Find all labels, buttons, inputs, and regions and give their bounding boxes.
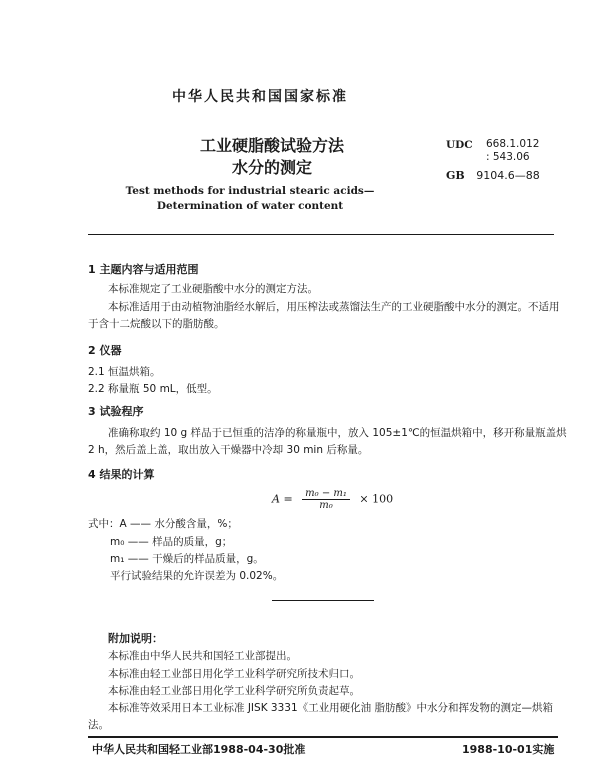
formula-rhs: × 100: [359, 492, 394, 506]
section-1-para-2-line2: 于含十二烷酸以下的脂肪酸。: [88, 318, 225, 330]
english-title-line2: Determination of water content: [156, 200, 344, 212]
appendix-heading: 附加说明：: [108, 632, 163, 645]
where-line-3: m₁ —— 干燥后的样品质量，g。: [110, 553, 264, 565]
section-1-para-2-line1: 本标准适用于由动植物油脂经水解后，用压榨法或蒸馏法生产的工业硬脂酸中水分的测定。不适用: [108, 301, 560, 313]
section-2-item-1: 2.1 恒温烘箱。: [88, 366, 161, 378]
udc-label: UDC: [446, 139, 473, 151]
appendix-line-4: 本标准等效采用日本工业标准 JISK 3331《工业用硬化油 脂肪酸》中水分和挥发物的测定—烘箱: [108, 702, 553, 714]
footer-divider: [88, 736, 558, 738]
udc-code-line1: 668.1.012: [486, 138, 540, 150]
formula-lhs: A =: [272, 492, 293, 506]
appendix-line-2: 本标准由轻工业部日用化学工业科学研究所技术归口。: [108, 668, 360, 680]
national-standard-header: 中华人民共和国国家标准: [172, 89, 348, 105]
gb-number: [446, 169, 540, 182]
appendix-divider: [272, 600, 374, 601]
udc-code-line2: : 543.06: [486, 151, 530, 163]
tolerance-line: 平行试验结果的允许误差为 0.02%。: [110, 570, 284, 582]
header-divider: [88, 234, 554, 235]
section-3-para-line1: 准确称取约 10 g 样品于已恒重的洁净的称量瓶中，放入 105±1℃的恒温烘箱中，移开称量瓶盖烘: [108, 427, 567, 439]
english-title-line1: Test methods for industrial stearic acids—: [125, 185, 375, 197]
appendix-line-5: 法。: [88, 719, 109, 731]
formula-denominator: m₀: [319, 500, 333, 511]
appendix-line-3: 本标准由轻工业部日用化学工业科学研究所负责起草。: [108, 685, 360, 697]
section-1-para-1: 本标准规定了工业硬脂酸中水分的测定方法。: [108, 283, 318, 295]
gb-code: 9104.6—88: [476, 169, 540, 182]
formula-numerator: m₀ − m₁: [302, 488, 350, 500]
title-sub: 水分的测定: [232, 158, 313, 177]
gb-label: GB: [446, 169, 465, 182]
where-line-1: 式中：A —— 水分酸含量，%；: [88, 518, 238, 530]
effective-date: 1988-10-01实施: [462, 743, 555, 756]
appendix-line-1: 本标准由中华人民共和国轻工业部提出。: [108, 650, 297, 662]
section-4-heading: 4 结果的计算: [88, 468, 155, 481]
approval-date: 中华人民共和国轻工业部1988-04-30批准: [92, 743, 306, 756]
section-1-heading: 1 主题内容与适用范围: [88, 263, 199, 276]
where-line-2: m₀ —— 样品的质量，g；: [110, 536, 233, 548]
section-3-heading: 3 试验程序: [88, 405, 144, 418]
section-2-heading: 2 仪器: [88, 344, 122, 357]
section-2-item-2: 2.2 称量瓶 50 mL，低型。: [88, 383, 218, 395]
water-content-formula: [272, 488, 393, 511]
section-3-para-line2: 2 h，然后盖上盖，取出放入干燥器中冷却 30 min 后称量。: [88, 444, 369, 456]
title-main: 工业硬脂酸试验方法: [200, 136, 345, 155]
formula-fraction: [302, 488, 350, 511]
